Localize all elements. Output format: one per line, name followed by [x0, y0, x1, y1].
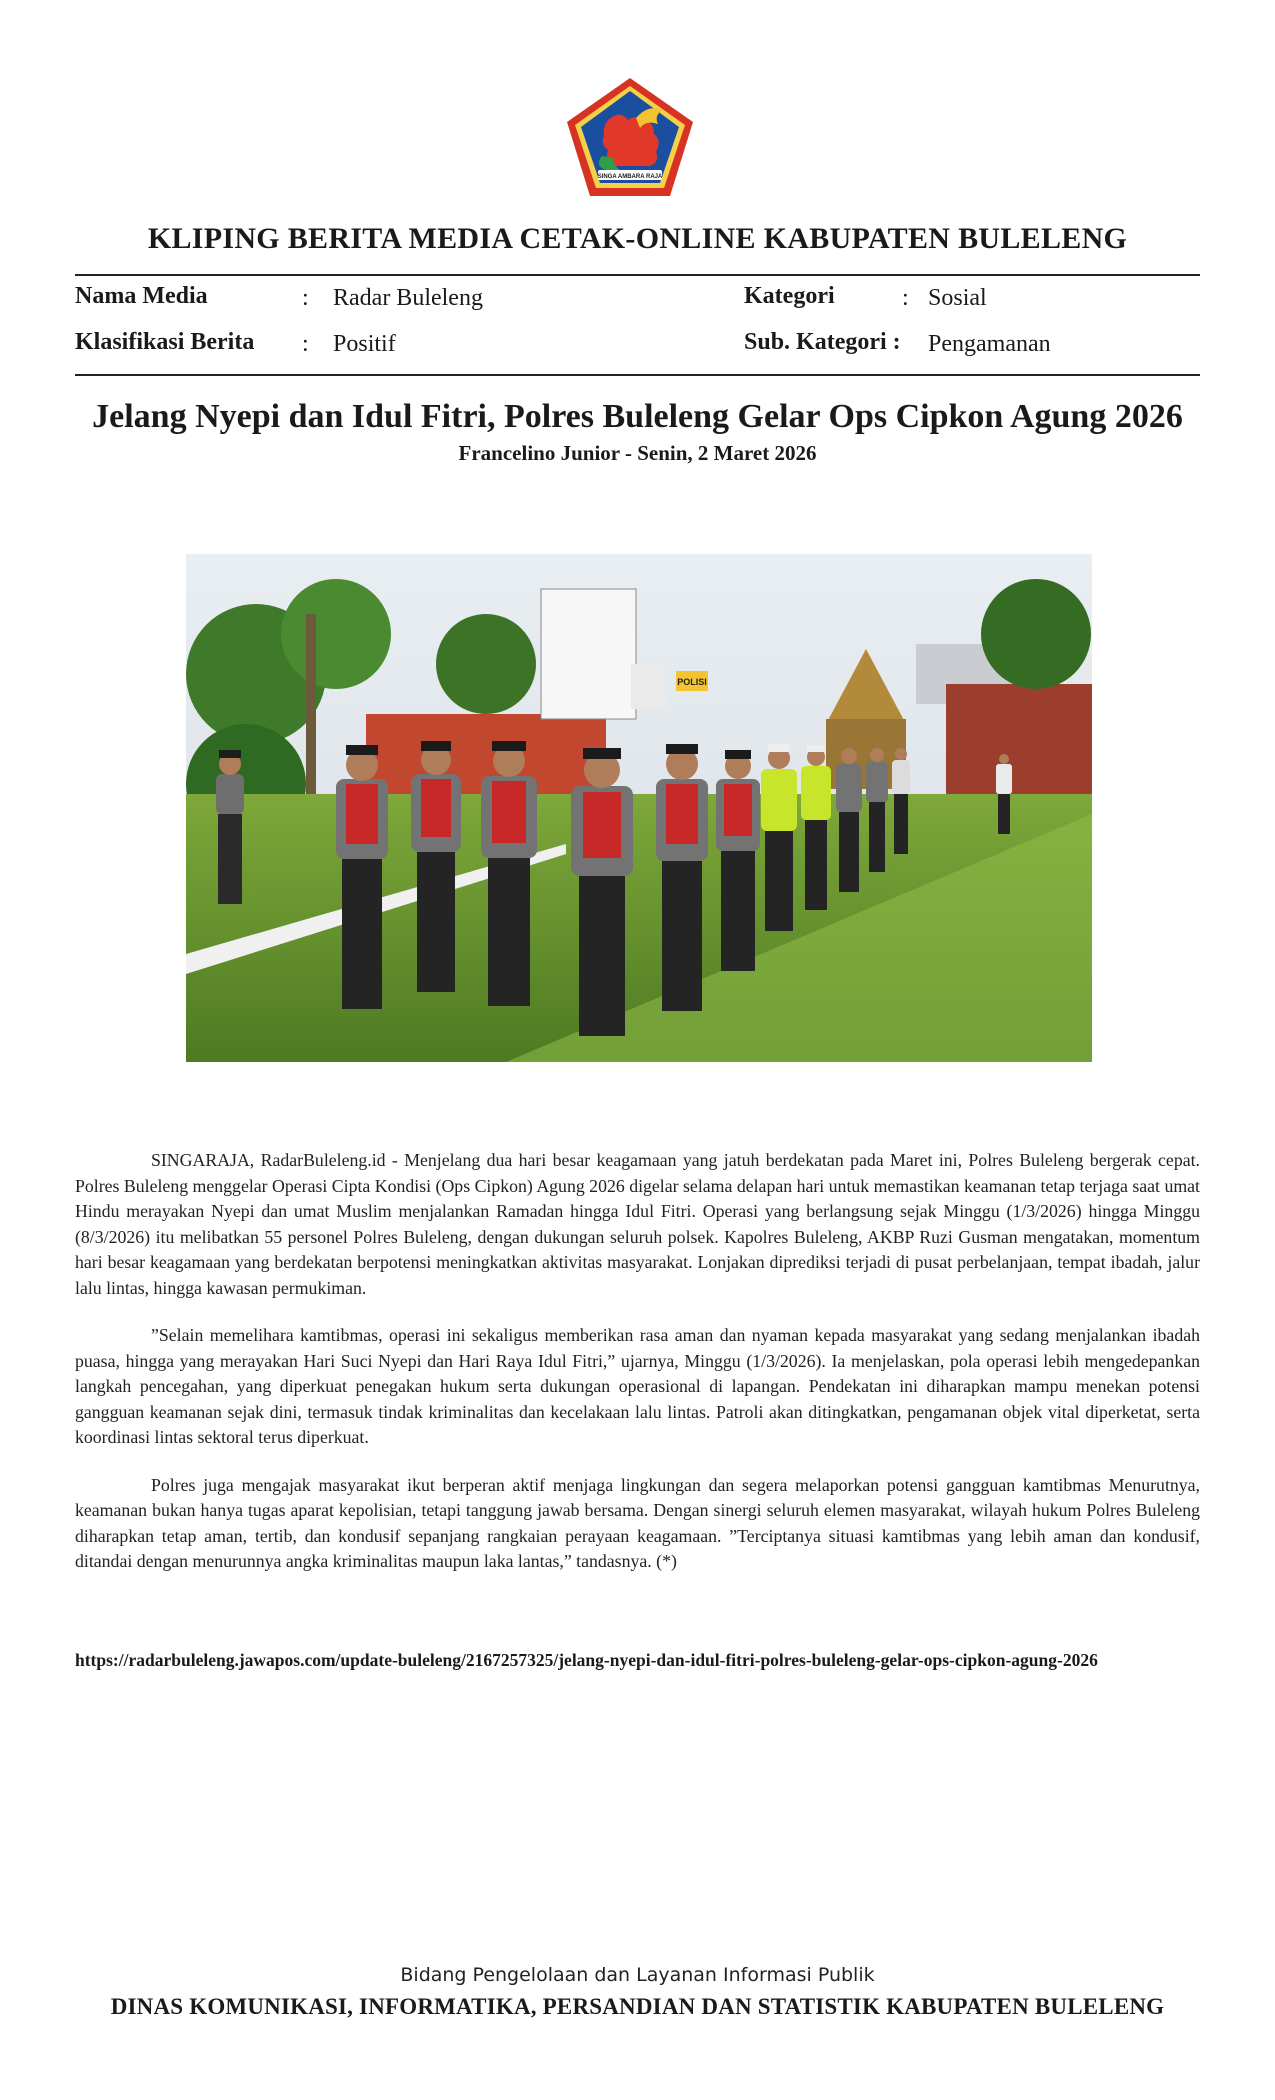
- media-label: Nama Media: [75, 283, 208, 309]
- buleleng-emblem-logo: [562, 74, 698, 200]
- kategori-label: Kategori: [744, 283, 835, 309]
- media-value: Radar Buleleng: [333, 285, 483, 311]
- kategori-colon: :: [902, 285, 909, 311]
- header-bottom-divider: [75, 374, 1200, 376]
- article-paragraph-2: ”Selain memelihara kamtibmas, operasi ini sekaligus memberikan rasa aman dan nyaman kepada masyarakat yang sedang menjalankan ibadah puasa, hingga yang merayakan Hari Suci Nyepi dan Hari Raya Idul Fitri,” ujarnya, Minggu (1/3/2026). Ia menjelaskan, pola operasi lebih mengedepankan langkah pencegahan, yang diperkuat penegakan hukum serta dukungan operasional di lapangan. Pendekatan ini diharapkan mampu menekan potensi gangguan keamanan sejak dini, termasuk tindak kriminalitas dan kecelakaan lalu lintas. Patroli akan ditingkatkan, pengamanan objek vital diperketat, serta koordinasi lintas sektoral terus diperkuat.: [75, 1325, 1200, 1447]
- article-paragraph-1: SINGARAJA, RadarBuleleng.id - Menjelang dua hari besar keagamaan yang jatuh berdekatan pada Maret ini, Polres Buleleng bergerak cepat. Polres Buleleng menggelar Operasi Cipta Kondisi (Ops Cipkon) Agung 2026 digelar selama delapan hari untuk memastikan keamanan tetap terjaga saat umat Hindu merayakan Nyepi dan umat Muslim menjalankan Ramadan hingga Idul Fitri. Operasi yang berlangsung sejak Minggu (1/3/2026) hingga Minggu (8/3/2026) itu melibatkan 55 personel Polres Buleleng, dengan dukungan seluruh polsek. Kapolres Buleleng, AKBP Ruzi Gusman mengatakan, momentum hari besar keagamaan yang berdekatan berpotensi meningkatkan aktivitas masyarakat. Lonjakan diprediksi terjadi di pusat perbelanjaan, tempat ibadah, jalur lalu lintas, hingga kawasan permukiman.: [75, 1150, 1200, 1298]
- emblem-motto: SINGA AMBARA RAJA: [597, 174, 663, 180]
- subkategori-value: Pengamanan: [928, 331, 1051, 357]
- emblem-icon: [562, 74, 698, 200]
- klasifikasi-value: Positif: [333, 331, 396, 357]
- police-lineup-photo: [186, 554, 1092, 1062]
- klasifikasi-colon: :: [302, 331, 309, 357]
- article-paragraph-3: Polres juga mengajak masyarakat ikut berperan aktif menjaga lingkungan dan segera melaporkan potensi gangguan kamtibmas Menurutnya, keamanan bukan hanya tugas aparat kepolisian, tetapi tanggung jawab bersama. Dengan sinergi seluruh elemen masyarakat, wilayah hukum Polres Buleleng diharapkan tetap aman, tertib, dan kondusif sepanjang rangkaian perayaan keagamaan. ”Terciptanya situasi kamtibmas yang lebih aman dan kondusif, ditandai dengan menurunnya angka kriminalitas maupun laka lantas,” tandasnya. (*): [75, 1474, 1200, 1571]
- media-colon: :: [302, 285, 309, 311]
- source-url-link[interactable]: https://radarbuleleng.jawapos.com/update-buleleng/2167257325/jelang-nyepi-dan-idul-fitri-polres-buleleng-gelar-ops-cipkon-agung-2026: [75, 1650, 1098, 1670]
- subkategori-label: Sub. Kategori :: [744, 329, 901, 355]
- kategori-value: Sosial: [928, 285, 987, 311]
- article-byline: Francelino Junior - Senin, 2 Maret 2026: [458, 441, 817, 465]
- document-header-title: KLIPING BERITA MEDIA CETAK-ONLINE KABUPATEN BULELENG: [147, 222, 1128, 255]
- klasifikasi-label: Klasifikasi Berita: [75, 329, 255, 355]
- footer-title: DINAS KOMUNIKASI, INFORMATIKA, PERSANDIAN DAN STATISTIK KABUPATEN BULELENG: [110, 1994, 1165, 2019]
- footer-subtitle: Bidang Pengelolaan dan Layanan Informasi Publik: [400, 1964, 875, 1986]
- article-photo: [186, 554, 1092, 1062]
- article-body: [75, 1148, 1200, 1597]
- header-top-divider: [75, 274, 1200, 276]
- article-title: Jelang Nyepi dan Idul Fitri, Polres Buleleng Gelar Ops Cipkon Agung 2026: [92, 398, 1183, 435]
- photo-banner-text: POLISI: [677, 677, 707, 687]
